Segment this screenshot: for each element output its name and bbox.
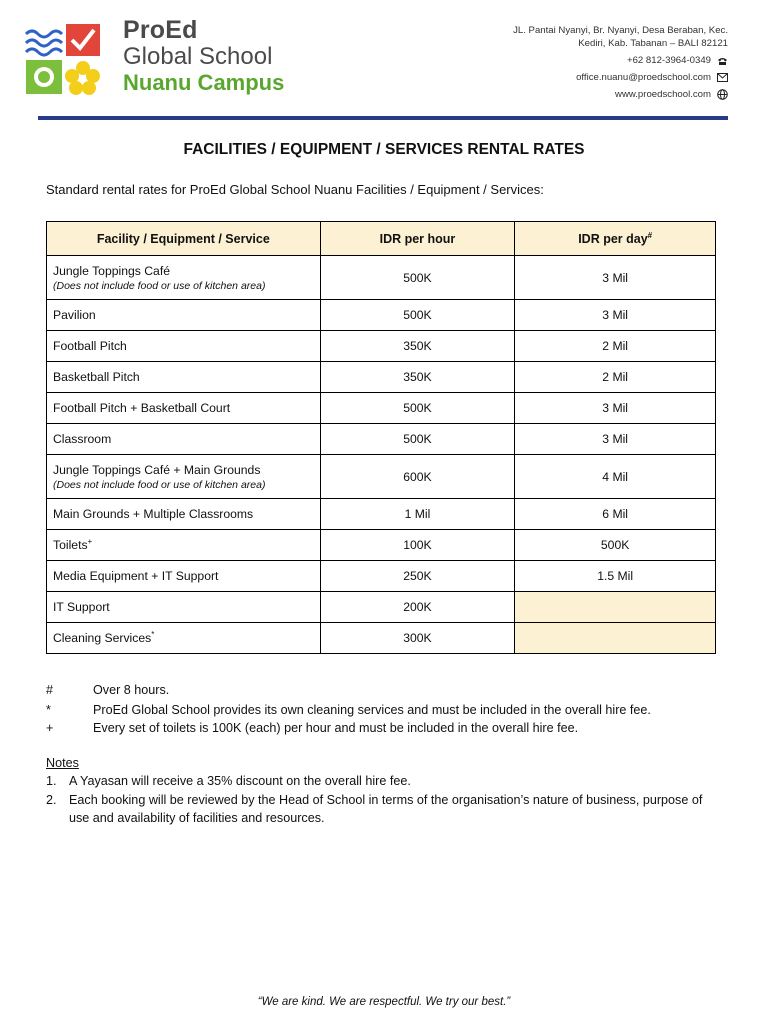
facility-name: Jungle Toppings Café xyxy=(53,263,170,278)
address-line-1: JL. Pantai Nyanyi, Br. Nyanyi, Desa Beraban, Kec. xyxy=(513,25,728,36)
note-text: A Yayasan will receive a 35% discount on the overall hire fee. xyxy=(69,774,411,788)
day-rate-cell: 2 Mil xyxy=(515,362,716,393)
facility-note: (Does not include food or use of kitchen area) xyxy=(53,279,266,292)
facility-cell xyxy=(47,499,321,530)
table-row xyxy=(47,424,716,455)
footnote xyxy=(46,683,169,697)
footnote xyxy=(46,703,651,717)
hour-rate-cell: 250K xyxy=(320,561,515,592)
facility-note: (Does not include food or use of kitchen area) xyxy=(53,478,266,491)
hour-rate-cell: 300K xyxy=(320,623,515,654)
hour-rate-cell: 500K xyxy=(320,300,515,331)
table-row xyxy=(47,592,716,623)
phone-number: +62 812-3964-0349 xyxy=(626,55,711,66)
brand-name: ProEd xyxy=(123,16,198,44)
address-line-2: Kediri, Kab. Tabanan – BALI 82121 xyxy=(578,38,728,49)
table-row xyxy=(47,393,716,424)
header-day-mark: # xyxy=(647,230,653,240)
hour-rate-cell: 350K xyxy=(320,362,515,393)
facility-cell xyxy=(47,393,321,424)
day-rate-cell xyxy=(515,592,716,623)
facility-name: Football Pitch xyxy=(53,339,127,353)
facility-cell xyxy=(47,623,321,654)
table-row xyxy=(47,256,716,300)
day-rate-cell: 4 Mil xyxy=(515,455,716,499)
table-row xyxy=(47,455,716,499)
facility-cell xyxy=(47,530,321,561)
day-rate-cell: 2 Mil xyxy=(515,331,716,362)
intro-text: Standard rental rates for ProEd Global School Nuanu Facilities / Equipment / Services: xyxy=(46,182,544,197)
day-rate-cell: 6 Mil xyxy=(515,499,716,530)
footnote-symbol: + xyxy=(46,721,54,735)
day-rate-cell: 3 Mil xyxy=(515,424,716,455)
facility-name: Jungle Toppings Café + Main Grounds xyxy=(53,462,261,477)
header-facility: Facility / Equipment / Service xyxy=(47,222,321,256)
footnote-text: Over 8 hours. xyxy=(93,683,170,697)
footnote-text: Every set of toilets is 100K (each) per hour and must be included in the overall hire fee. xyxy=(93,721,579,735)
campus-name: Nuanu Campus xyxy=(123,70,285,95)
header-divider xyxy=(38,116,728,120)
day-rate-cell: 3 Mil xyxy=(515,300,716,331)
table-header-row xyxy=(47,222,716,256)
table-row xyxy=(47,499,716,530)
table-row xyxy=(47,530,716,561)
facility-mark: + xyxy=(87,537,93,547)
note-text: Each booking will be reviewed by the Head of School in terms of the organisation’s nature of business, purpose of use and availability of facilities and resources. xyxy=(69,793,703,825)
email-link[interactable]: office.nuanu@proedschool.com xyxy=(576,72,711,83)
facility-cell xyxy=(47,592,321,623)
hour-rate-cell: 500K xyxy=(320,424,515,455)
facility-name: Pavilion xyxy=(53,308,96,322)
hour-rate-cell: 500K xyxy=(320,393,515,424)
footnote-text: ProEd Global School provides its own cleaning services and must be included in the overall hire fee. xyxy=(93,703,651,717)
facility-cell xyxy=(47,362,321,393)
facility-name: IT Support xyxy=(53,600,110,614)
hour-rate-cell: 1 Mil xyxy=(320,499,515,530)
header-day-label: IDR per day xyxy=(578,232,648,247)
note-item xyxy=(46,791,726,827)
day-rate-cell: 500K xyxy=(515,530,716,561)
hour-rate-cell: 100K xyxy=(320,530,515,561)
mail-icon xyxy=(717,73,728,82)
day-rate-cell: 3 Mil xyxy=(515,256,716,300)
rates-table xyxy=(46,221,716,654)
facility-cell xyxy=(47,256,321,300)
globe-icon xyxy=(717,89,728,100)
day-rate-cell: 1.5 Mil xyxy=(515,561,716,592)
table-row xyxy=(47,362,716,393)
table-row xyxy=(47,623,716,654)
school-logo xyxy=(24,22,102,96)
facility-name: Main Grounds + Multiple Classrooms xyxy=(53,507,254,521)
footnote-symbol: # xyxy=(46,683,54,697)
phone-row xyxy=(513,54,728,67)
facility-mark: * xyxy=(151,630,155,640)
day-rate-cell: 3 Mil xyxy=(515,393,716,424)
hour-rate-cell: 500K xyxy=(320,256,515,300)
note-number: 2. xyxy=(46,793,57,807)
table-row xyxy=(47,300,716,331)
hour-rate-cell: 350K xyxy=(320,331,515,362)
hour-rate-cell: 200K xyxy=(320,592,515,623)
table-row xyxy=(47,331,716,362)
footer-motto: “We are kind. We are respectful. We try our best.” xyxy=(257,996,511,1008)
notes-heading: Notes xyxy=(46,756,79,770)
brand-subtitle: Global School xyxy=(123,43,273,70)
facility-cell xyxy=(47,455,321,499)
header-day xyxy=(515,222,716,256)
header-hour: IDR per hour xyxy=(320,222,515,256)
facility-name: Toilets xyxy=(53,538,88,553)
note-number: 1. xyxy=(46,774,57,788)
email-row xyxy=(513,71,728,84)
day-rate-cell xyxy=(515,623,716,654)
brand-block xyxy=(123,18,284,94)
facility-name: Media Equipment + IT Support xyxy=(53,569,219,583)
facility-name: Football Pitch + Basketball Court xyxy=(53,401,231,415)
facility-name: Basketball Pitch xyxy=(53,370,140,384)
facility-name: Cleaning Services xyxy=(53,631,152,646)
page-title: FACILITIES / EQUIPMENT / SERVICES RENTAL RATES xyxy=(183,141,585,158)
contact-block xyxy=(513,24,728,101)
facility-cell xyxy=(47,424,321,455)
facility-cell xyxy=(47,331,321,362)
note-item xyxy=(46,772,726,790)
facility-name: Classroom xyxy=(53,432,112,446)
table-row xyxy=(47,561,716,592)
phone-icon xyxy=(717,56,728,66)
hour-rate-cell: 600K xyxy=(320,455,515,499)
facility-cell xyxy=(47,561,321,592)
facility-cell xyxy=(47,300,321,331)
website-link[interactable]: www.proedschool.com xyxy=(615,89,711,100)
footnote-symbol: * xyxy=(46,703,51,717)
website-row xyxy=(513,88,728,101)
footnote xyxy=(46,721,578,735)
